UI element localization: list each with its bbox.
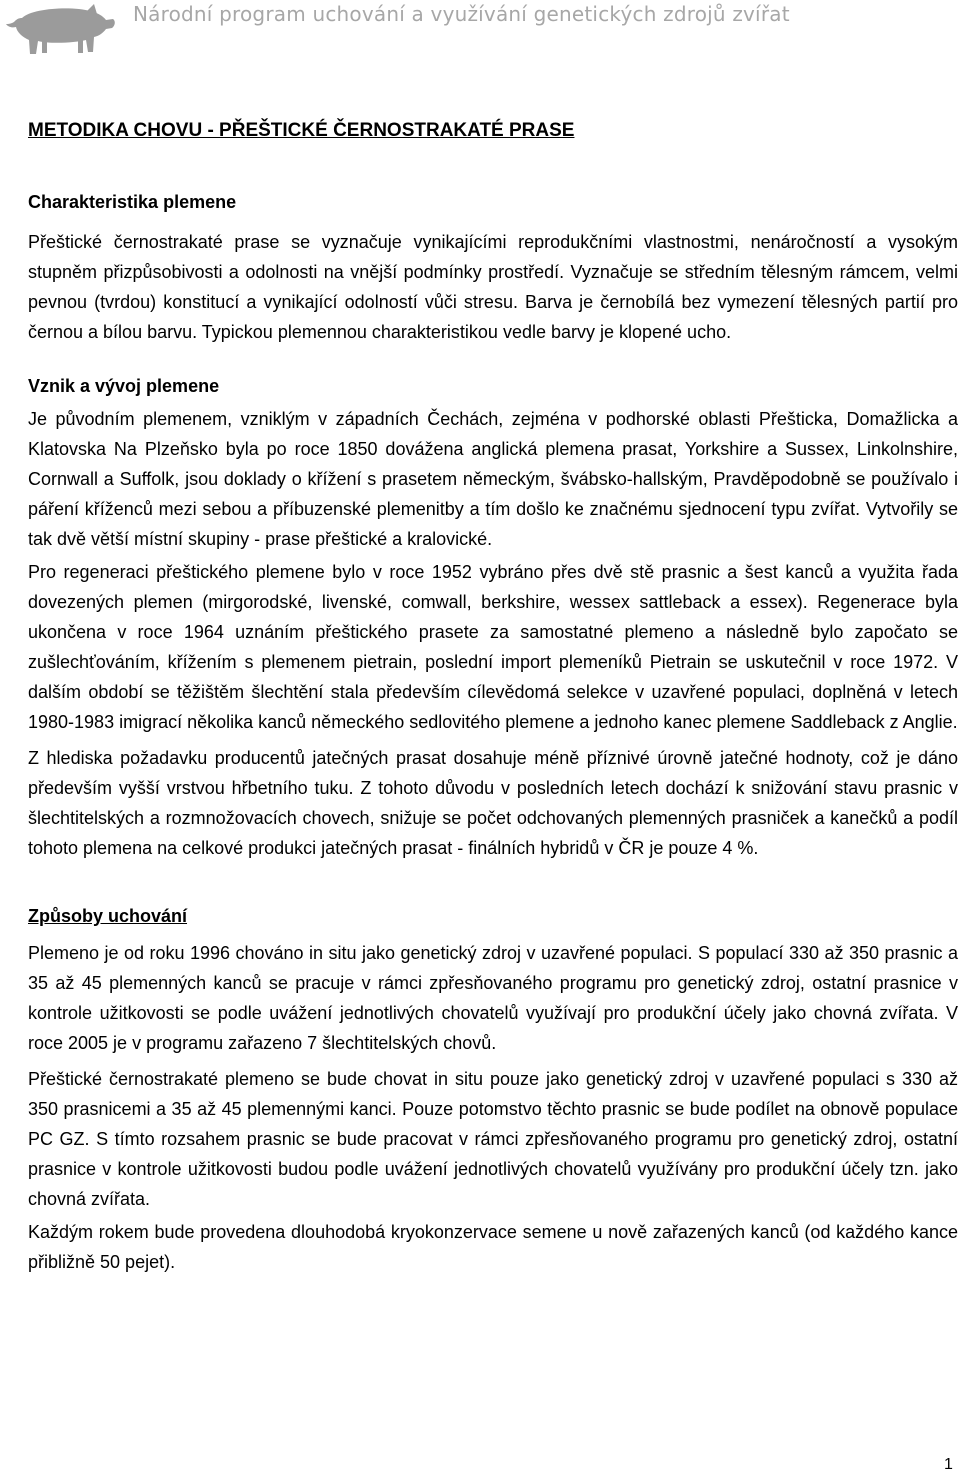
section-heading-preservation: Způsoby uchování (28, 906, 188, 926)
section-heading-origin: Vznik a vývoj plemene (28, 376, 220, 396)
paragraph: Plemeno je od roku 1996 chováno in situ jako genetický zdroj v uzavřené populaci. S populací 330 až 350 prasnic a 35 až 45 plemenných kanců se pracuje v rámci zpřesňovaného programu pro genetický zdroj, ostatní prasnice v kontrole užitkovosti se podle uvážení jednotlivých chovatelů využívají pro produkční účely jako chovná zvířata. V roce 2005 je v programu zařazeno 7 šlechtitelských chovů. (28, 943, 958, 1053)
paragraph: Z hlediska požadavku producentů jatečných prasat dosahuje méně příznivé úrovně jatečné hodnoty, což je dáno především vyšší vrstvou hřbetního tuku. Z tohoto důvodu v posledních letech dochází k snižování stavu prasnic v šlechtitelských a rozmnožovacích chovech, snižuje se počet odchovaných plemenných prasniček a kanečků a podíl tohoto plemena na celkové produkci jatečných prasat - finálních hybridů v ČR je pouze 4 %. (28, 748, 958, 858)
header-title: Národní program uchování a využívání genetických zdrojů zvířat (133, 2, 790, 26)
paragraph: Pro regeneraci přeštického plemene bylo v roce 1952 vybráno přes dvě stě prasnic a šest kanců a využita řada dovezených plemen (mirgorodské, livenské, comwall, berkshire, wessex sattleback a essex). Regenerace byla ukončena v roce 1964 uznáním přeštického prasete za samostatné plemeno a následně bylo započato se zušlechťováním, křížením s plemenem pietrain, poslední import plemeníků Pietrain se uskutečnil v roce 1972. V dalším období se těžištěm šlechtění stala především cílevědomá selekce v uzavřené populaci, doplněná v letech 1980-1983 imigrací několika kanců německého sedlovitého plemene a jednoho kanec plemene Saddleback z Anglie. (28, 562, 958, 732)
paragraph: Přeštické černostrakaté plemeno se bude chovat in situ pouze jako genetický zdroj v uzavřené populaci s 330 až 350 prasnicemi a 35 až 45 plemennými kanci. Pouze potomstvo těchto prasnic se bude podílet na obnově populace PC GZ. S tímto rozsahem prasnic se bude pracovat v rámci zpřesňovaného programu pro genetický zdroj, ostatní prasnice v kontrole užitkovosti budou podle uvážení jednotlivých chovatelů využívány pro produkční účely tzn. jako chovná zvířata. (28, 1069, 958, 1209)
page-number: 1 (944, 1456, 953, 1473)
paragraph: Přeštické černostrakaté prase se vyznačuje vynikajícími reprodukčními vlastnostmi, nenáročností a vysokým stupněm přizpůsobivosti a odolnosti na vnější podmínky prostředí. Vyznačuje se středním tělesným rámcem, velmi pevnou (tvrdou) konstitucí a vynikající odolností vůči stresu. Barva je černobílá bez vymezení tělesných partií pro černou a bílou barvu. Typickou plemennou charakteristikou vedle barvy je klopené ucho. (28, 232, 958, 342)
section-heading-characteristics: Charakteristika plemene (28, 192, 237, 212)
pig-silhouette-icon (2, 2, 117, 60)
page-header (0, 0, 960, 62)
document-body (28, 116, 958, 1277)
document-title: METODIKA CHOVU - PŘEŠTICKÉ ČERNOSTRAKATÉ PRASE (28, 120, 575, 141)
paragraph: Je původním plemenem, vzniklým v západních Čechách, zejména v podhorské oblasti Přešticka, Domažlicka a Klatovska Na Plzeňsko byla po roce 1850 dovážena anglická plemena prasat, Yorkshire a Sussex, Linkolnshire, Cornwall a Suffolk, jsou doklady o křížení s prasetem německým, švábsko-hallským, Pravděpodobně se používalo i páření kříženců mezi sebou a příbuzenské plemenitby a tím došlo ke značnému sjednocení typu zvířat. Vytvořily se tak dvě větší místní skupiny - prase přeštické a kralovické. (28, 409, 958, 549)
paragraph: Každým rokem bude provedena dlouhodobá kryokonzervace semene u nově zařazených kanců (od každého kance přibližně 50 pejet). (28, 1222, 958, 1272)
